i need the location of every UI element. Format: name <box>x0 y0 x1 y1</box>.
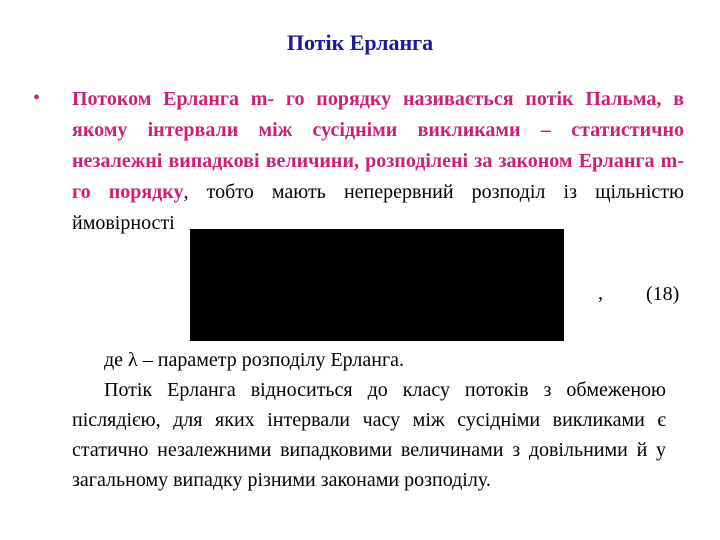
formula-image <box>190 229 564 341</box>
definition-paragraph <box>72 84 684 239</box>
parameter-note: де λ – параметр розподілу Ерланга. <box>104 349 405 371</box>
definition-continuation-text: , тобто мають неперервний розподіл із щільністю ймовірності <box>72 181 684 234</box>
class-note-paragraph: Потік Ерланга відноситься до класу потоків з обмеженою післядією, для яких інтервали часу між сусідніми викликами є статично незалежними випадковими величинами з довільними й у загальному випадку різними законами розподілу. <box>72 379 666 491</box>
equation-number: (18) <box>646 283 680 305</box>
formula-comma: , <box>598 282 603 304</box>
definition-highlighted-text: Потоком Ерланга m- го порядку називається потік Пальма, в якому інтервали між сусідніми викликами – статистично незалежні випадкові величини, розподілені за законом Ерланга m- го порядку <box>72 88 684 203</box>
bullet-marker: • <box>33 87 41 109</box>
slide-title: Потік Ерланга <box>286 30 434 55</box>
